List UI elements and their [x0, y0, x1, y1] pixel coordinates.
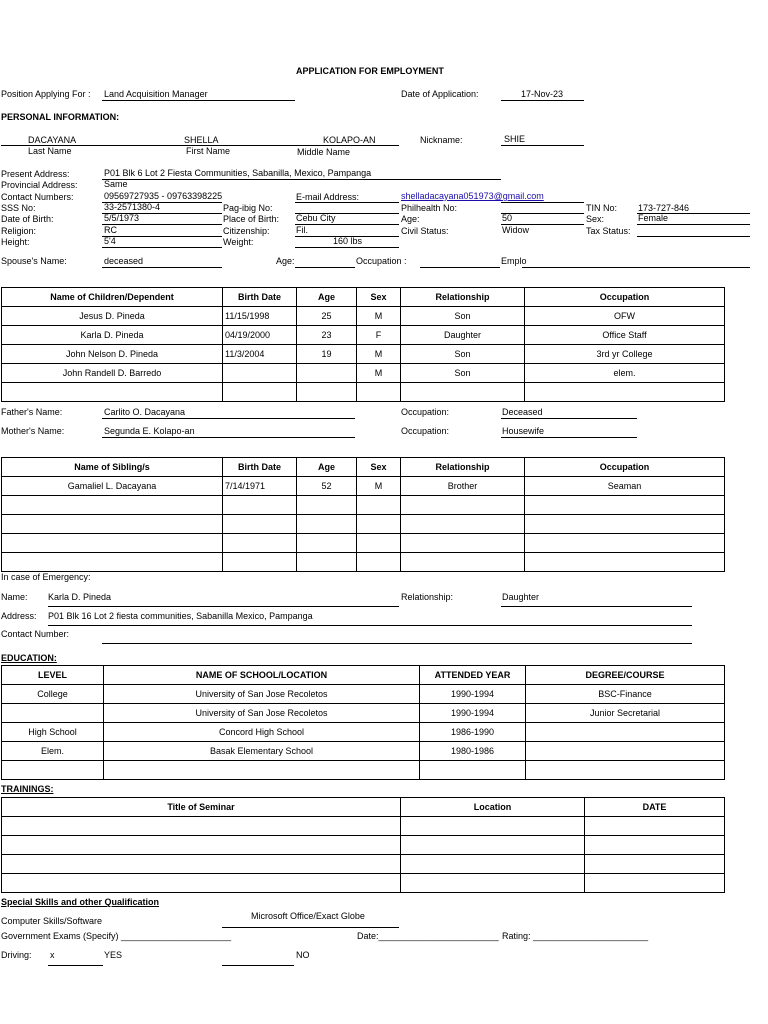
education-header-level: LEVEL — [2, 666, 104, 685]
children-header-birthdate: Birth Date — [223, 288, 297, 307]
table-cell[interactable] — [525, 496, 725, 515]
computer-skills-label: Computer Skills/Software — [1, 916, 103, 926]
provincial-address-value[interactable]: Same — [104, 179, 128, 189]
table-row — [2, 534, 725, 553]
table-row — [2, 364, 725, 383]
weight-line-2 — [295, 247, 399, 248]
table-cell[interactable]: Concord High School — [104, 723, 420, 742]
height-line — [102, 236, 222, 237]
table-cell[interactable] — [357, 515, 401, 534]
father-occupation-label: Occupation: — [401, 407, 450, 417]
table-cell[interactable] — [401, 553, 525, 572]
table-cell[interactable] — [2, 553, 223, 572]
table-cell[interactable] — [401, 874, 585, 893]
skills-header: Special Skills and other Qualification — [1, 897, 160, 907]
email-label: E-mail Address: — [296, 192, 360, 202]
table-cell[interactable] — [297, 553, 357, 572]
philhealth-line — [501, 202, 584, 203]
table-cell[interactable] — [297, 496, 357, 515]
table-cell[interactable] — [526, 761, 725, 780]
philhealth-label: Philhealth No: — [401, 203, 458, 213]
table-cell[interactable] — [401, 534, 525, 553]
siblings-header-relationship: Relationship — [401, 458, 525, 477]
religion-line — [102, 224, 222, 225]
table-row — [2, 874, 725, 893]
driving-mark[interactable]: x — [50, 950, 55, 960]
father-occupation-value[interactable]: Deceased — [502, 407, 543, 417]
table-cell[interactable]: BSC-Finance — [526, 685, 725, 704]
emergency-header: In case of Emergency: — [1, 572, 91, 582]
computer-skills-line — [222, 927, 399, 928]
spouse-employer-label: Emplo — [501, 256, 527, 266]
table-cell[interactable] — [2, 534, 223, 553]
dob-label: Date of Birth: — [1, 214, 54, 224]
driving-no-label: NO — [296, 950, 310, 960]
age-label: Age: — [401, 214, 420, 224]
father-value[interactable]: Carlito O. Dacayana — [104, 407, 186, 417]
height-value[interactable]: 5'4 — [104, 236, 116, 246]
table-row — [2, 326, 725, 345]
pob-label: Place of Birth: — [223, 214, 280, 224]
table-cell[interactable]: High School — [2, 723, 104, 742]
emergency-relationship-line — [501, 606, 692, 607]
first-name-label: First Name — [186, 146, 231, 156]
position-value[interactable]: Land Acquisition Manager — [104, 89, 208, 99]
provincial-address-label: Provincial Address: — [1, 180, 78, 190]
pob-line — [295, 213, 399, 214]
table-cell[interactable] — [297, 515, 357, 534]
sss-value[interactable]: 33-2571380-4 — [104, 202, 161, 212]
table-cell[interactable] — [223, 534, 297, 553]
pagibig-label: Pag-ibig No: — [223, 203, 273, 213]
table-cell[interactable]: 11/3/2004 — [223, 345, 297, 364]
sss-label: SSS No: — [1, 203, 36, 213]
tin-sex-line — [637, 213, 750, 214]
first-name-value[interactable]: SHELLA — [184, 135, 219, 145]
civil-status-value[interactable]: Widow — [502, 225, 530, 235]
table-cell[interactable]: University of San Jose Recoletos — [104, 685, 420, 704]
emergency-address-value[interactable]: P01 Blk 16 Lot 2 fiesta communities, Sabanilla Mexico, Pampanga — [48, 611, 313, 621]
dob-line — [102, 213, 222, 214]
table-cell[interactable] — [297, 383, 357, 402]
table-cell[interactable] — [525, 553, 725, 572]
table-cell[interactable] — [2, 836, 401, 855]
table-cell[interactable] — [585, 855, 725, 874]
civil-status-line — [501, 224, 584, 225]
mother-label: Mother's Name: — [1, 426, 65, 436]
trainings-header: TRAININGS: — [1, 784, 54, 794]
computer-skills-value[interactable]: Microsoft Office/Exact Globe — [251, 911, 365, 921]
page-title: APPLICATION FOR EMPLOYMENT — [296, 66, 444, 76]
father-occupation-line — [501, 418, 637, 419]
table-cell[interactable]: M — [357, 345, 401, 364]
religion-label: Religion: — [1, 226, 37, 236]
table-cell[interactable] — [357, 383, 401, 402]
email-value[interactable]: shelladacayana051973@gmail.com — [401, 191, 544, 201]
siblings-header-name: Name of Sibling/s — [2, 458, 223, 477]
table-row — [2, 742, 725, 761]
table-cell[interactable]: 25 — [297, 307, 357, 326]
sss-line — [102, 202, 222, 203]
table-cell[interactable] — [2, 817, 401, 836]
table-cell[interactable]: 19 — [297, 345, 357, 364]
table-cell[interactable]: College — [2, 685, 104, 704]
citizenship-value[interactable]: Fil. — [296, 225, 308, 235]
table-cell[interactable] — [223, 364, 297, 383]
table-row — [2, 515, 725, 534]
table-cell[interactable] — [2, 704, 104, 723]
children-header-age: Age — [297, 288, 357, 307]
present-address-label: Present Address: — [1, 169, 70, 179]
table-cell[interactable]: Seaman — [525, 477, 725, 496]
table-cell[interactable] — [357, 496, 401, 515]
last-name-value[interactable]: DACAYANA — [28, 135, 77, 145]
position-line — [102, 100, 295, 101]
height-line-2 — [102, 247, 222, 248]
date-of-application-label: Date of Application: — [401, 89, 479, 99]
spouse-label: Spouse's Name: — [1, 256, 67, 266]
middle-name-label: Middle Name — [297, 147, 351, 157]
personal-info-header: PERSONAL INFORMATION: — [1, 112, 120, 122]
trainings-table — [1, 797, 725, 893]
table-cell[interactable] — [401, 383, 525, 402]
table-row — [2, 836, 725, 855]
table-row — [2, 685, 725, 704]
education-header-school: NAME OF SCHOOL/LOCATION — [104, 666, 420, 685]
position-label: Position Applying For : — [1, 89, 91, 99]
table-cell[interactable]: Junior Secretarial — [526, 704, 725, 723]
sex-label: Sex: — [586, 214, 605, 224]
table-cell[interactable]: F — [357, 326, 401, 345]
table-cell[interactable]: Son — [401, 364, 525, 383]
table-cell[interactable] — [585, 874, 725, 893]
table-cell[interactable]: University of San Jose Recoletos — [104, 704, 420, 723]
father-label: Father's Name: — [1, 407, 63, 417]
pagibig-line — [295, 202, 399, 203]
emergency-relationship-value[interactable]: Daughter — [502, 592, 540, 602]
siblings-header-occupation: Occupation — [525, 458, 725, 477]
table-cell[interactable] — [104, 761, 420, 780]
emergency-name-value[interactable]: Karla D. Pineda — [48, 592, 112, 602]
table-cell[interactable] — [526, 742, 725, 761]
date-line — [501, 100, 584, 101]
table-cell[interactable] — [2, 515, 223, 534]
table-cell[interactable] — [401, 855, 585, 874]
age-value[interactable]: 50 — [502, 213, 513, 223]
spouse-value[interactable]: deceased — [104, 256, 144, 266]
table-cell[interactable]: 1990-1994 — [420, 704, 526, 723]
nickname-value[interactable]: SHIE — [504, 134, 526, 144]
table-row — [2, 761, 725, 780]
table-cell[interactable]: 3rd yr College — [525, 345, 725, 364]
table-cell[interactable]: 1980-1986 — [420, 742, 526, 761]
table-cell[interactable] — [223, 496, 297, 515]
table-cell[interactable]: OFW — [525, 307, 725, 326]
table-cell[interactable] — [585, 817, 725, 836]
driving-no-line — [222, 965, 294, 966]
table-cell[interactable] — [223, 383, 297, 402]
date-of-application-value[interactable]: 17-Nov-23 — [521, 89, 564, 99]
table-cell[interactable]: Son — [401, 345, 525, 364]
emergency-name-label: Name: — [1, 592, 28, 602]
education-table — [1, 665, 725, 780]
table-row — [2, 307, 725, 326]
table-cell[interactable] — [357, 534, 401, 553]
trainings-header-title: Title of Seminar — [2, 798, 401, 817]
trainings-header-date: DATE — [585, 798, 725, 817]
table-row — [2, 383, 725, 402]
siblings-header-age: Age — [297, 458, 357, 477]
table-cell[interactable]: Daughter — [401, 326, 525, 345]
civil-status-label: Civil Status: — [401, 226, 449, 236]
table-cell[interactable] — [525, 534, 725, 553]
table-cell[interactable] — [401, 817, 585, 836]
table-cell[interactable] — [297, 364, 357, 383]
mother-value[interactable]: Segunda E. Kolapo-an — [104, 426, 195, 436]
table-cell[interactable]: 52 — [297, 477, 357, 496]
table-cell[interactable] — [525, 515, 725, 534]
table-cell[interactable] — [2, 761, 104, 780]
table-cell[interactable]: 04/19/2000 — [223, 326, 297, 345]
table-cell[interactable] — [223, 553, 297, 572]
citizenship-label: Citizenship: — [223, 226, 270, 236]
children-table — [1, 287, 725, 402]
age-line — [501, 213, 584, 214]
siblings-table — [1, 457, 725, 572]
exam-date: Date:________________________ — [357, 931, 499, 941]
exam-rating: Rating: _______________________ — [502, 931, 649, 941]
mother-occupation-label: Occupation: — [401, 426, 450, 436]
emergency-contact-label: Contact Number: — [1, 629, 70, 639]
emergency-address-label: Address: — [1, 611, 37, 621]
spouse-age-line — [295, 267, 355, 268]
table-cell[interactable]: Brother — [401, 477, 525, 496]
table-cell[interactable]: Gamaliel L. Dacayana — [2, 477, 223, 496]
dob-value[interactable]: 5/5/1973 — [104, 213, 140, 223]
table-row — [2, 496, 725, 515]
table-cell[interactable] — [401, 836, 585, 855]
table-cell[interactable] — [2, 496, 223, 515]
spouse-occupation-line — [420, 267, 500, 268]
driving-yes-line — [48, 965, 103, 966]
table-cell[interactable] — [357, 553, 401, 572]
children-header-relationship: Relationship — [401, 288, 525, 307]
table-cell[interactable] — [401, 496, 525, 515]
spouse-occupation-label: Occupation : — [356, 256, 407, 266]
table-cell[interactable]: 23 — [297, 326, 357, 345]
present-address-line — [102, 179, 501, 180]
table-cell[interactable]: elem. — [525, 364, 725, 383]
government-exams: Government Exams (Specify) ______________________ — [1, 931, 232, 941]
table-cell[interactable] — [2, 383, 223, 402]
table-cell[interactable] — [2, 855, 401, 874]
nickname-label: Nickname: — [420, 135, 463, 145]
emergency-relationship-label: Relationship: — [401, 592, 454, 602]
children-header-occupation: Occupation — [525, 288, 725, 307]
emergency-contact-line — [102, 643, 692, 644]
table-cell[interactable] — [2, 874, 401, 893]
table-cell[interactable]: 11/15/1998 — [223, 307, 297, 326]
table-cell[interactable]: Karla D. Pineda — [2, 326, 223, 345]
driving-label: Driving: — [1, 950, 32, 960]
table-cell[interactable] — [585, 836, 725, 855]
father-line — [102, 418, 355, 419]
table-cell[interactable]: M — [357, 307, 401, 326]
table-cell[interactable] — [525, 383, 725, 402]
citizenship-line — [295, 224, 399, 225]
table-cell[interactable]: 1990-1994 — [420, 685, 526, 704]
table-cell[interactable] — [420, 761, 526, 780]
religion-value[interactable]: RC — [104, 225, 117, 235]
trainings-header-location: Location — [401, 798, 585, 817]
table-row — [2, 817, 725, 836]
present-address-value[interactable]: P01 Blk 6 Lot 2 Fiesta Communities, Sabanilla, Mexico, Pampanga — [104, 168, 372, 178]
siblings-header-sex: Sex — [357, 458, 401, 477]
spouse-line — [102, 267, 222, 268]
mother-line — [102, 437, 355, 438]
height-label: Height: — [1, 237, 30, 247]
table-cell[interactable]: Basak Elementary School — [104, 742, 420, 761]
table-cell[interactable] — [526, 723, 725, 742]
table-row — [2, 723, 725, 742]
nickname-line — [501, 145, 584, 146]
table-cell[interactable]: Son — [401, 307, 525, 326]
mother-occupation-value[interactable]: Housewife — [502, 426, 545, 436]
siblings-header-birthdate: Birth Date — [223, 458, 297, 477]
last-name-label: Last Name — [28, 146, 72, 156]
spouse-age-label: Age: — [276, 256, 295, 266]
tax-status-label: Tax Status: — [586, 226, 631, 236]
pob-value[interactable]: Cebu City — [296, 213, 336, 223]
children-header-sex: Sex — [357, 288, 401, 307]
contact-numbers-label: Contact Numbers: — [1, 192, 74, 202]
middle-name-value[interactable]: KOLAPO-AN — [323, 135, 376, 145]
children-header-name: Name of Children/Dependent — [2, 288, 223, 307]
driving-yes-label: YES — [104, 950, 123, 960]
table-cell[interactable]: Office Staff — [525, 326, 725, 345]
table-cell[interactable]: John Nelson D. Pineda — [2, 345, 223, 364]
table-row — [2, 477, 725, 496]
weight-value[interactable]: 160 lbs — [333, 236, 363, 246]
table-cell[interactable]: M — [357, 364, 401, 383]
table-cell[interactable] — [297, 534, 357, 553]
tin-value[interactable]: 173-727-846 — [638, 203, 690, 213]
table-row — [2, 855, 725, 874]
weight-label: Weight: — [223, 237, 254, 247]
education-header-year: ATTENDED YEAR — [420, 666, 526, 685]
mother-occupation-line — [501, 437, 637, 438]
table-row — [2, 345, 725, 364]
emergency-name-line — [48, 606, 399, 607]
table-cell[interactable]: Elem. — [2, 742, 104, 761]
tax-status-line — [637, 224, 750, 225]
table-cell[interactable]: Jesus D. Pineda — [2, 307, 223, 326]
table-row — [2, 704, 725, 723]
education-header-degree: DEGREE/COURSE — [526, 666, 725, 685]
tax-status-line-2 — [637, 236, 750, 237]
table-cell[interactable]: 1986-1990 — [420, 723, 526, 742]
weight-line — [295, 236, 399, 237]
sex-value[interactable]: Female — [638, 213, 669, 223]
table-row — [2, 553, 725, 572]
tin-label: TIN No: — [586, 203, 618, 213]
contact-numbers-value[interactable]: 09569727935 - 09763398225 — [104, 191, 223, 201]
emergency-address-line — [48, 625, 692, 626]
table-cell[interactable]: M — [357, 477, 401, 496]
table-cell[interactable] — [401, 515, 525, 534]
education-header: EDUCATION: — [1, 653, 57, 663]
table-cell[interactable] — [223, 515, 297, 534]
table-cell[interactable]: 7/14/1971 — [223, 477, 297, 496]
spouse-employer-line — [522, 267, 750, 268]
table-cell[interactable]: John Randell D. Barredo — [2, 364, 223, 383]
